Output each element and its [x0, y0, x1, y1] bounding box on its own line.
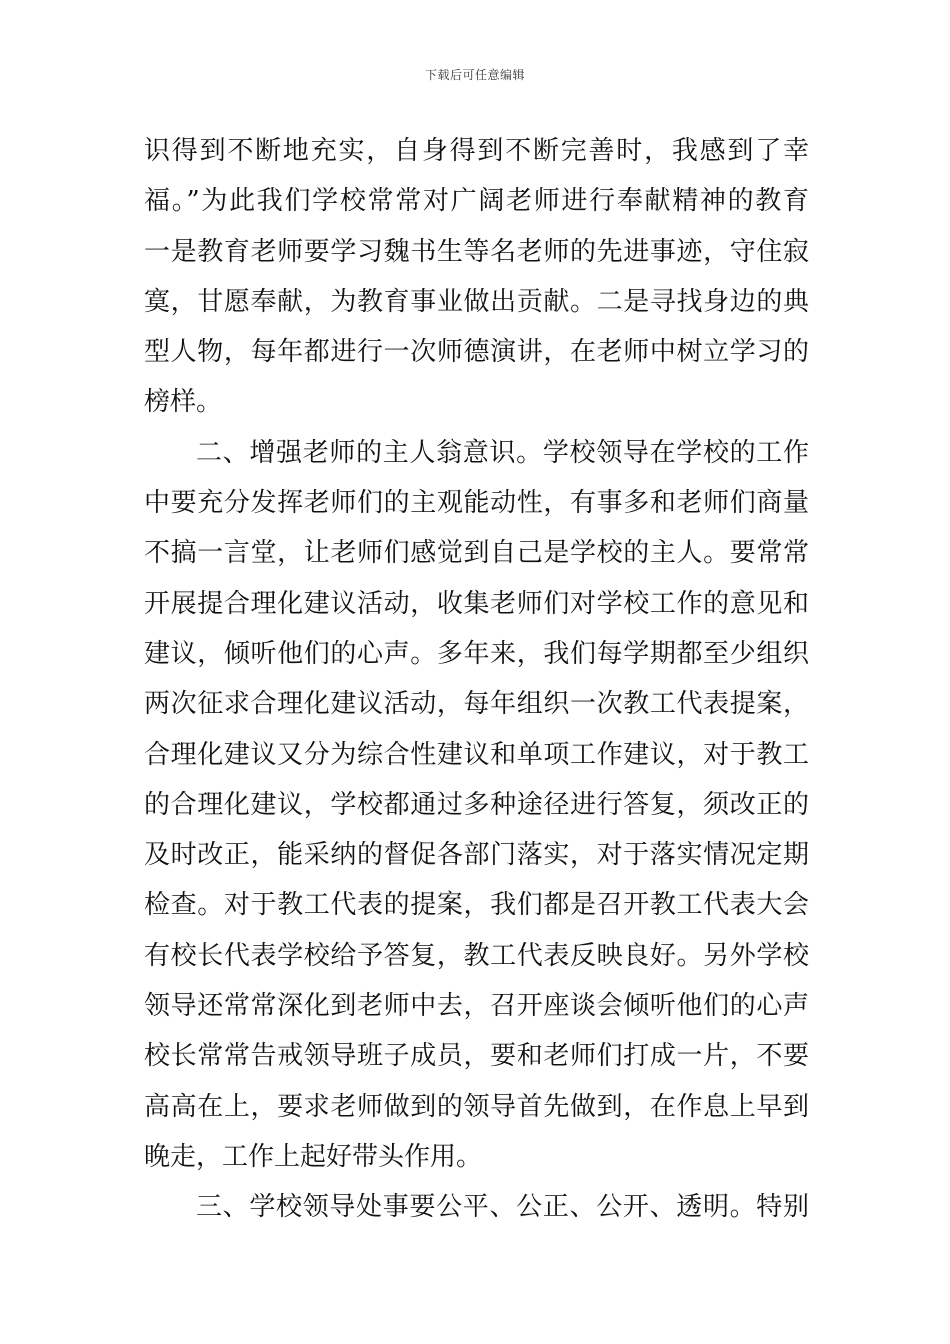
text-line: 领导还常常深化到老师中去，召开座谈会倾听他们的心声: [144, 991, 809, 1022]
text-line: 二、增强老师的主人翁意识。学校领导在学校的工作: [196, 437, 809, 468]
text-line: 中要充分发挥老师们的主观能动性，有事多和老师们商量: [144, 488, 809, 519]
text-line: 建议，倾听他们的心声。多年来，我们每学期都至少组织: [144, 638, 809, 669]
text-line: 榜样。: [144, 387, 223, 418]
text-line: 两次征求合理化建议活动，每年组织一次教工代表提案，: [144, 689, 809, 720]
document-body: [144, 126, 809, 1233]
paragraph-1: [144, 126, 809, 428]
text-line: 识得到不断地充实，自身得到不断完善时，我感到了幸: [144, 136, 809, 166]
text-line: 及时改正，能采纳的督促各部门落实，对于落实情况定期: [144, 840, 809, 871]
paragraph-3: [144, 1182, 809, 1232]
text-line: 高高在上，要求老师做到的领导首先做到，在作息上早到: [144, 1091, 809, 1122]
text-line: 型人物，每年都进行一次师德演讲，在老师中树立学习的: [144, 337, 809, 368]
text-line: 合理化建议又分为综合性建议和单项工作建议，对于教工: [144, 739, 809, 770]
text-line: 检查。对于教工代表的提案，我们都是召开教工代表大会: [144, 890, 809, 921]
text-line: 不搞一言堂，让老师们感觉到自己是学校的主人。要常常: [144, 538, 809, 569]
text-line: 寞，甘愿奉献，为教育事业做出贡献。二是寻找身边的典: [144, 286, 809, 317]
text-line: 有校长代表学校给予答复，教工代表反映良好。另外学校: [144, 940, 809, 971]
text-line: 晚走，工作上起好带头作用。: [144, 1141, 483, 1172]
text-line: 三、学校领导处事要公平、公正、公开、透明。特别: [196, 1192, 809, 1223]
text-line: 开展提合理化建议活动，收集老师们对学校工作的意见和: [144, 588, 809, 619]
text-line: 校长常常告戒领导班子成员，要和老师们打成一片，不要: [144, 1041, 809, 1072]
text-line: 福。”为此我们学校常常对广阔老师进行奉献精神的教育: [144, 186, 809, 217]
paragraph-2: [144, 428, 809, 1182]
text-line: 的合理化建议，学校都通过多种途径进行答复，须改正的: [144, 789, 809, 820]
text-line: 一是教育老师要学习魏书生等名老师的先进事迹，守住寂: [144, 236, 809, 267]
page-header: 下载后可任意编辑: [424, 68, 525, 82]
